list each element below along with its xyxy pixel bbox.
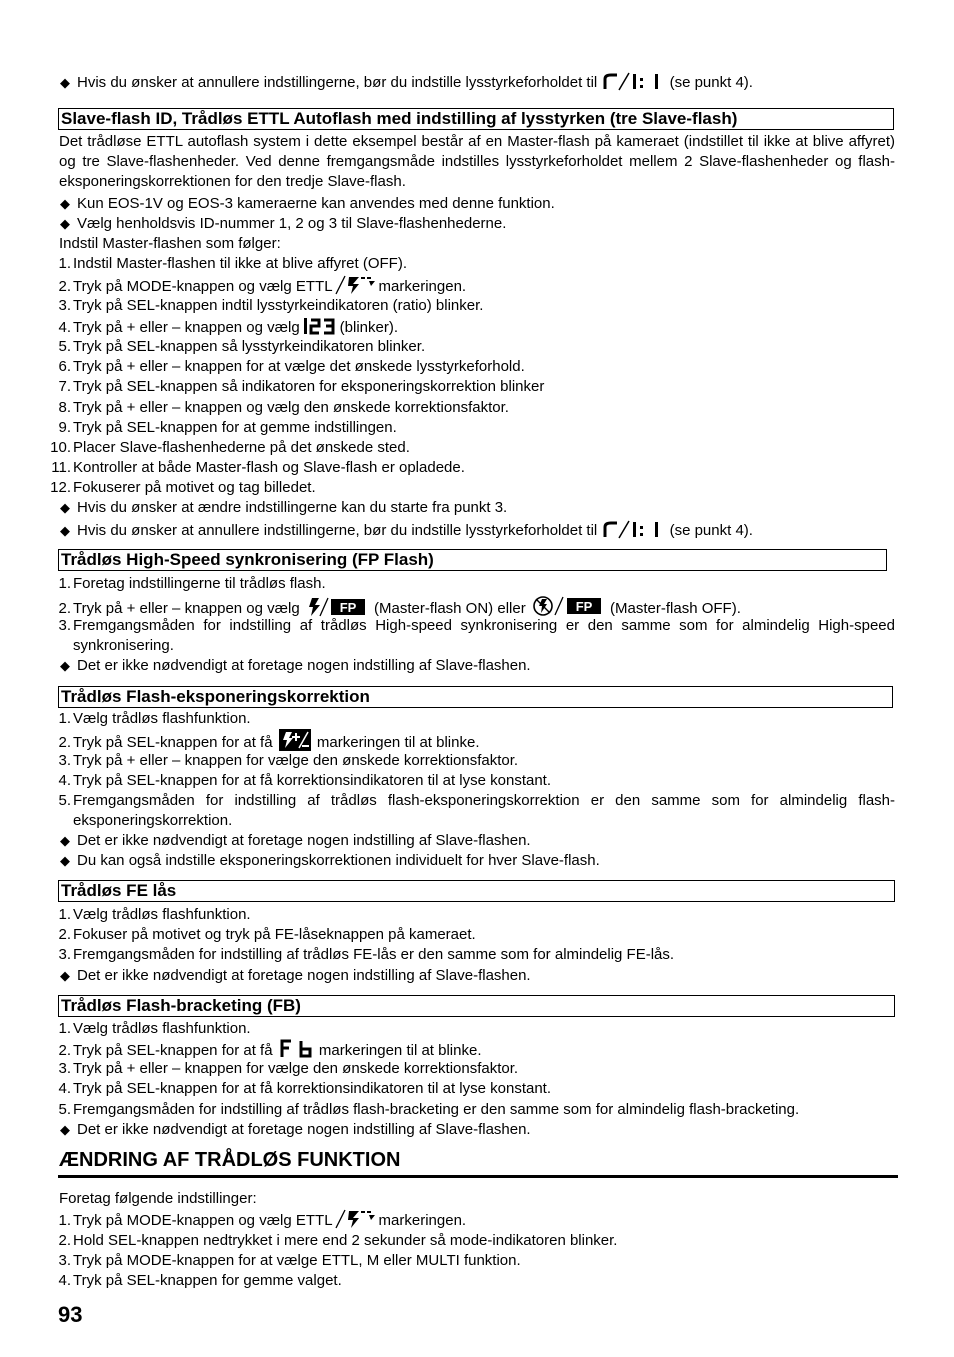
list-bullet: ◆ Det er ikke nødvendigt at foretage nogen indstilling af Slave-flashen. [60,832,531,849]
list-item: 1. Tryk på MODE-knappen og vælg ETTL markeringen. [40,1209,466,1230]
section-heading-fp: Trådløs High-Speed synkronisering (FP Flash) [58,549,887,571]
list-item: 3. Tryk på SEL-knappen indtil lysstyrkeindikatoren (ratio) blinker. [58,297,484,314]
section-heading-fe-lock: Trådløs FE lås [58,880,895,902]
list-item: 5. Fremgangsmåden for indstilling af trådløs flash-bracketing er den samme som for almindelig flash-bracketing. [58,1101,800,1118]
bullet-cancel: ◆ Hvis du ønsker at annullere indstillingerne, bør du indstille lysstyrkeforholdet til (se punkt 4). [60,519,753,540]
list-item: 4. Tryk på SEL-knappen for at få korrektionsindikatoren til at lyse konstant. [58,772,552,789]
list-item: 1. Vælg trådløs flashfunktion. [58,906,251,923]
list-bullet: ◆ Du kan også indstille eksponeringskorrektionen individuelt for hver Slave-flash. [60,852,600,869]
list-item: 2. Fokuser på motivet og tryk på FE-låseknappen på kameraet. [58,926,476,943]
list-bullet: ◆ Det er ikke nødvendigt at foretage nogen indstilling af Slave-flashen. [60,657,531,674]
list-item: 4. Tryk på SEL-knappen for gemme valget. [58,1272,342,1289]
list-item: 5. Fremgangsmåden for indstilling af trådløs flash-eksponeringskorrektion er den samme som for almindelig flash-eksponeringskorrektion. [58,792,895,829]
list-item: 1. Foretag indstillingerne til trådløs flash. [58,575,326,592]
list-item: 3. Fremgangsmåden for indstilling af trådløs FE-lås er den samme som for almindelig FE-lås. [58,946,675,963]
list-bullet: ◆ Hvis du ønsker at ændre indstillingerne kan du starte fra punkt 3. [60,499,508,516]
list-bullet: ◆ Det er ikke nødvendigt at foretage nogen indstilling af Slave-flashen. [60,1121,531,1138]
svg-text:FP: FP [575,599,593,614]
ettl-wireless-icon [335,275,377,295]
ratio-123-icon [302,316,338,336]
page-number: 93 [58,1302,83,1327]
flash-exposure-comp-icon [279,729,311,751]
section-title-change-wireless: ÆNDRING AF TRÅDLØS FUNKTION [59,1149,401,1171]
list-item: 1. Indstil Master-flashen til ikke at blive affyret (OFF). [58,255,407,272]
ratio-one-to-one-icon [603,71,663,91]
list-item: 2. Hold SEL-knappen nedtrykket i mere end 2 sekunder så mode-indikatoren blinker. [58,1232,618,1249]
fb-icon [279,1039,313,1059]
list-item: 1. Vælg trådløs flashfunktion. [58,1020,251,1037]
list-item: 3. Tryk på + eller – knappen for vælge den ønskede korrektionsfaktor. [58,752,519,769]
list-item: 10. Placer Slave-flashenhederne på det ønskede sted. [50,439,410,456]
list-item: 2. Tryk på SEL-knappen for at få markeringen til at blinke. [40,1039,481,1060]
svg-text:FP: FP [339,600,357,615]
list-item: 4. Tryk på SEL-knappen for at få korrektionsindikatoren til at lyse konstant. [58,1080,552,1097]
list-item: 3. Tryk på MODE-knappen for at vælge ETTL, M eller MULTI funktion. [58,1252,521,1269]
intro-line: Foretag følgende indstillinger: [59,1190,257,1207]
list-bullet: ◆ Det er ikke nødvendigt at foretage nogen indstilling af Slave-flashen. [60,967,531,984]
list-item: 5. Tryk på SEL-knappen så lysstyrkeindikatoren blinker. [58,338,426,355]
bullet-cancel-top: ◆ Hvis du ønsker at annullere indstillingerne, bør du indstille lysstyrkeforholdet til (se punkt 4). [60,71,753,92]
list-item: 2. Tryk på MODE-knappen og vælg ETTL markeringen. [40,275,466,296]
ettl-wireless-icon [335,1209,377,1229]
section-heading-slave-id: Slave-flash ID, Trådløs ETTL Autoflash med indstilling af lysstyrken (tre Slave-flash) [58,108,894,130]
list-bullet: ◆ Vælg henholdsvis ID-nummer 1, 2 og 3 til Slave-flashenhederne. [60,215,507,232]
list-bullet: ◆ Kun EOS-1V og EOS-3 kameraerne kan anvendes med denne funktion. [60,195,555,212]
list-item: 11. Kontroller at både Master-flash og Slave-flash er opladede. [51,459,465,476]
flash-off-fp-icon [532,595,604,617]
list-item: 3. Tryk på + eller – knappen for vælge den ønskede korrektionsfaktor. [58,1060,519,1077]
title-rule [58,1175,898,1178]
ratio-one-to-one-icon [603,519,663,539]
section-intro: Det trådløse ETTL autoflash system i dette eksempel består af en Master-flash på kameraet (indstillet til ikke at blive affyret) og tre Slave-flashenheder. Ved denne fremgangsmåde indstilles lysstyrkeforholdet mellem 2 Slave-flashenheder og flash-eksponeringskorrektionen for den tredje Slave-flash. [59,133,895,190]
list-item: 2. Tryk på SEL-knappen for at få markeringen til at blinke. [40,729,479,752]
list-item: 12. Fokuserer på motivet og tag billedet. [50,479,316,496]
list-item: 8. Tryk på + eller – knappen og vælg den ønskede korrektionsfaktor. [58,399,509,416]
list-item: 3. Fremgangsmåden for indstilling af trådløs High-speed synkronisering er den samme som for almindelig High-speed synkronisering. [58,617,895,654]
setup-line: Indstil Master-flashen som følger: [59,235,281,252]
flash-fp-icon [306,597,368,617]
section-heading-exposure-comp: Trådløs Flash-eksponeringskorrektion [58,686,893,708]
list-item: 6. Tryk på + eller – knappen for at vælge det ønskede lysstyrkeforhold. [58,358,525,375]
list-item: 2. Tryk på + eller – knappen og vælg FP (Master-flash ON) eller FP (Master-flash OFF). [40,595,741,618]
list-item: 1. Vælg trådløs flashfunktion. [58,710,251,727]
list-item: 7. Tryk på SEL-knappen så indikatoren for eksponeringskorrektion blinker [58,378,545,395]
section-heading-bracketing: Trådløs Flash-bracketing (FB) [58,995,895,1017]
list-item: 4. Tryk på + eller – knappen og vælg (blinker). [40,316,398,337]
list-item: 9. Tryk på SEL-knappen for at gemme indstillingen. [58,419,397,436]
